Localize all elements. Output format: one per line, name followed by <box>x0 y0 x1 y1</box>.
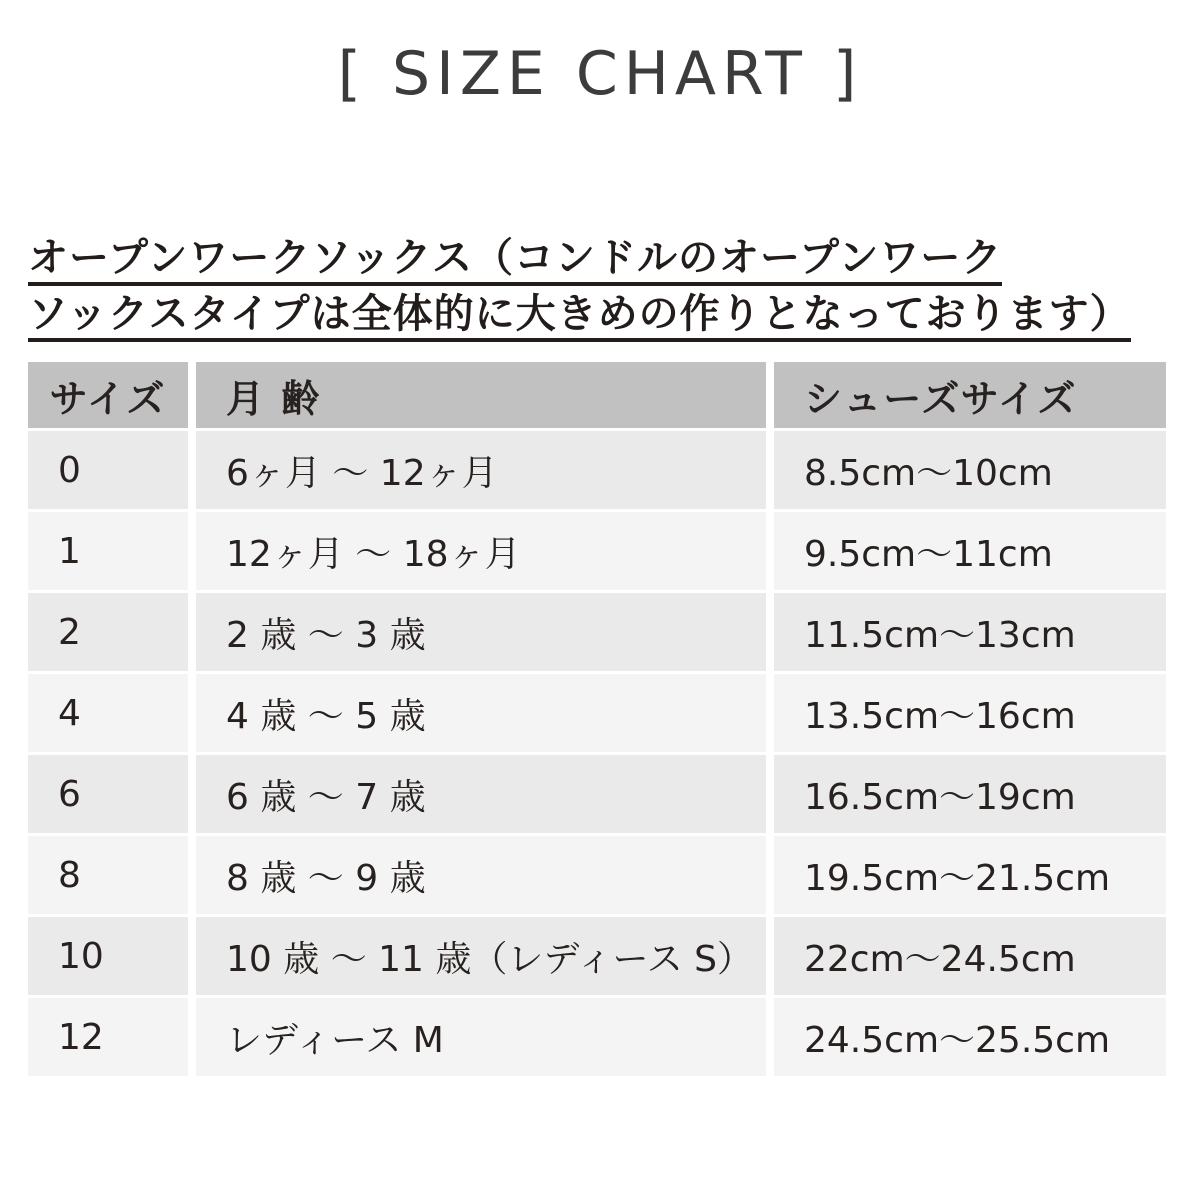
table-cell-size: 0 <box>28 431 188 509</box>
page-title: [ SIZE CHART ] <box>337 39 863 109</box>
header-cell-size: サイズ <box>28 362 188 428</box>
table-cell-age: 12ヶ月 ～ 18ヶ月 <box>196 512 766 590</box>
product-note-line2: ソックスタイプは全体的に大きめの作りとなっております） <box>28 294 1131 342</box>
table-cell-age: 10 歳 ～ 11 歳（レディース S） <box>196 917 766 995</box>
table-cell-shoe-size: 8.5cm～10cm <box>774 431 1166 509</box>
product-note <box>28 235 1172 350</box>
table-cell-age: 8 歳 ～ 9 歳 <box>196 836 766 914</box>
table-cell-size: 8 <box>28 836 188 914</box>
table-cell-shoe-size: 22cm～24.5cm <box>774 917 1166 995</box>
table-cell-size: 12 <box>28 998 188 1076</box>
product-note-line1: オープンワークソックス（コンドルのオープンワーク <box>28 238 1002 286</box>
header-cell-age: 月 齢 <box>196 362 766 428</box>
table-cell-age: 2 歳 ～ 3 歳 <box>196 593 766 671</box>
table-cell-size: 4 <box>28 674 188 752</box>
table-cell-shoe-size: 9.5cm～11cm <box>774 512 1166 590</box>
table-cell-size: 2 <box>28 593 188 671</box>
table-cell-age: 4 歳 ～ 5 歳 <box>196 674 766 752</box>
table-cell-shoe-size: 11.5cm～13cm <box>774 593 1166 671</box>
header-cell-shoe-size: シューズサイズ <box>774 362 1166 428</box>
table-cell-shoe-size: 16.5cm～19cm <box>774 755 1166 833</box>
table-cell-shoe-size: 19.5cm～21.5cm <box>774 836 1166 914</box>
table-cell-age: レディース M <box>196 998 766 1076</box>
table-cell-size: 10 <box>28 917 188 995</box>
table-cell-age: 6 歳 ～ 7 歳 <box>196 755 766 833</box>
table-cell-age: 6ヶ月 ～ 12ヶ月 <box>196 431 766 509</box>
table-cell-size: 1 <box>28 512 188 590</box>
table-cell-size: 6 <box>28 755 188 833</box>
size-chart-table <box>28 362 1166 1076</box>
table-cell-shoe-size: 24.5cm～25.5cm <box>774 998 1166 1076</box>
table-cell-shoe-size: 13.5cm～16cm <box>774 674 1166 752</box>
